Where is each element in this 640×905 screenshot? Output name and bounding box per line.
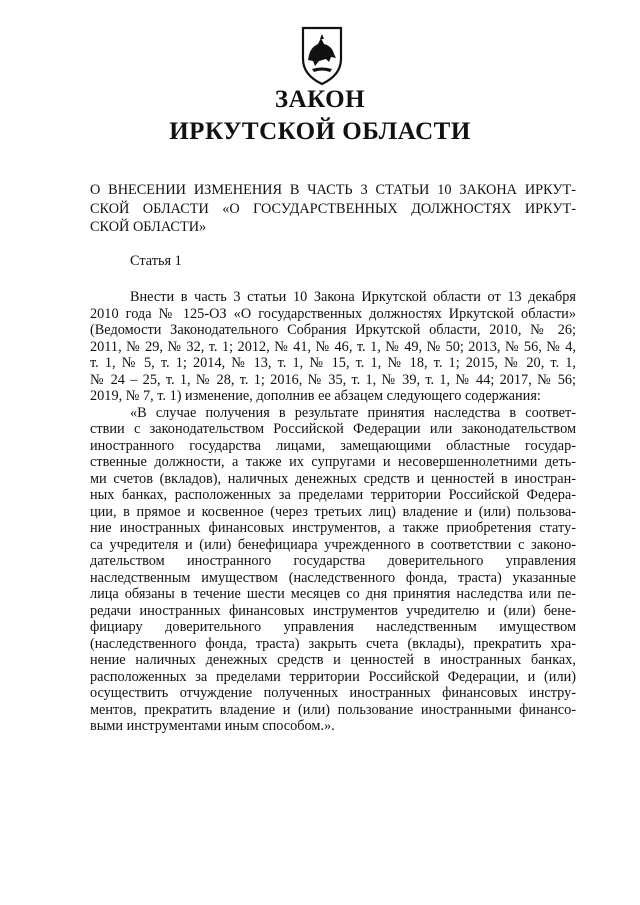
paragraph-2 xyxy=(90,405,576,735)
text-line: 2019, № 7, т. 1) изменение, дополнив ее абзацем следующего содержания: xyxy=(90,388,541,404)
law-heading xyxy=(90,181,576,237)
text-line: ции, в прямое и косвенное (через третьих лиц) владение и (или) пользова- xyxy=(90,503,576,520)
text-line: ние иностранных финансовых инструментов, а также приобретения стату- xyxy=(90,520,576,536)
text-line: (Ведомости Законодательного Собрания Иркутской области, 2010, № 26; xyxy=(90,322,576,338)
text-line: (наследственного фонда, траста) закрыть счета (вклады), прекратить хра- xyxy=(90,635,576,652)
text-line: фициару доверительного управления наследственным имуществом xyxy=(90,619,576,635)
text-line: редачи иностранных финансовых инструментов учредителю и (или) бене- xyxy=(90,602,576,619)
text-line: ми счетов (вкладов), наличных денежных средств и ценностей в иностран- xyxy=(90,470,576,487)
text-line: т. 1, № 5, т. 1; 2014, № 13, т. 1, № 15, т. 1, № 18, т. 1; 2015, № 20, т. 1, xyxy=(90,355,576,371)
text-line: ственные должности, а также их супругами и несовершеннолетними деть- xyxy=(90,454,576,470)
text-line: № 24 – 25, т. 1, № 28, т. 1; 2016, № 35, т. 1, № 39, т. 1, № 44; 2017, № 56; xyxy=(90,371,576,388)
text-line: ментов, прекратить владение и (или) пользование иностранными финансо- xyxy=(90,701,576,718)
text-line: «В случае получения в результате принятия наследства в соответ- xyxy=(130,404,576,421)
text-line: ных банках, расположенных за пределами территории Российской Федера- xyxy=(90,487,576,503)
text-line: дательством иностранного государства доверительного управления xyxy=(90,553,576,569)
text-line: иностранного государства лицами, замещающими областные государ- xyxy=(90,437,576,454)
text-line: са учредителя и (или) бенефициара учрежденного в соответствии с законо- xyxy=(90,536,576,553)
law-region-title: ИРКУТСКОЙ ОБЛАСТИ xyxy=(169,118,471,145)
text-line: 2010 года № 125-ОЗ «О государственных должностях Иркутской области» xyxy=(90,305,576,322)
article-label: Статья 1 xyxy=(130,253,182,269)
text-line: 2011, № 29, № 32, т. 1; 2012, № 41, № 46, т. 1, № 49, № 50; 2013, № 56, № 4, xyxy=(90,338,576,355)
heading-line: СКОЙ ОБЛАСТИ «О ГОСУДАРСТВЕННЫХ ДОЛЖНОСТЯХ ИРКУТ- xyxy=(90,200,576,217)
text-line: нение наличных денежных средств и ценностей в иностранных банках, xyxy=(90,652,576,668)
article-body xyxy=(90,289,576,735)
text-line: ствии с законодательством Российской Федерации или законодательством xyxy=(90,421,576,437)
heading-line: О ВНЕСЕНИИ ИЗМЕНЕНИЯ В ЧАСТЬ 3 СТАТЬИ 10 ЗАКОНА ИРКУТ- xyxy=(90,182,576,198)
text-line: осуществить отчуждение полученных иностранных финансовых инстру- xyxy=(90,685,576,701)
heading-line: СКОЙ ОБЛАСТИ» xyxy=(90,219,207,235)
text-line: расположенных за пределами территории Российской Федерации, и (или) xyxy=(90,668,576,685)
text-line: выми инструментами иным способом.». xyxy=(90,718,335,734)
law-title: ЗАКОН xyxy=(274,86,366,113)
paragraph-1 xyxy=(90,289,576,405)
text-line: Внести в часть 3 статьи 10 Закона Иркутской области от 13 декабря xyxy=(130,289,576,305)
text-line: наследственным имуществом (наследственного фонда, траста) указанные xyxy=(90,569,576,586)
coat-of-arms-emblem xyxy=(299,25,345,87)
text-line: лица обязаны в течение шести месяцев со дня принятия наследства или пе- xyxy=(90,586,576,602)
